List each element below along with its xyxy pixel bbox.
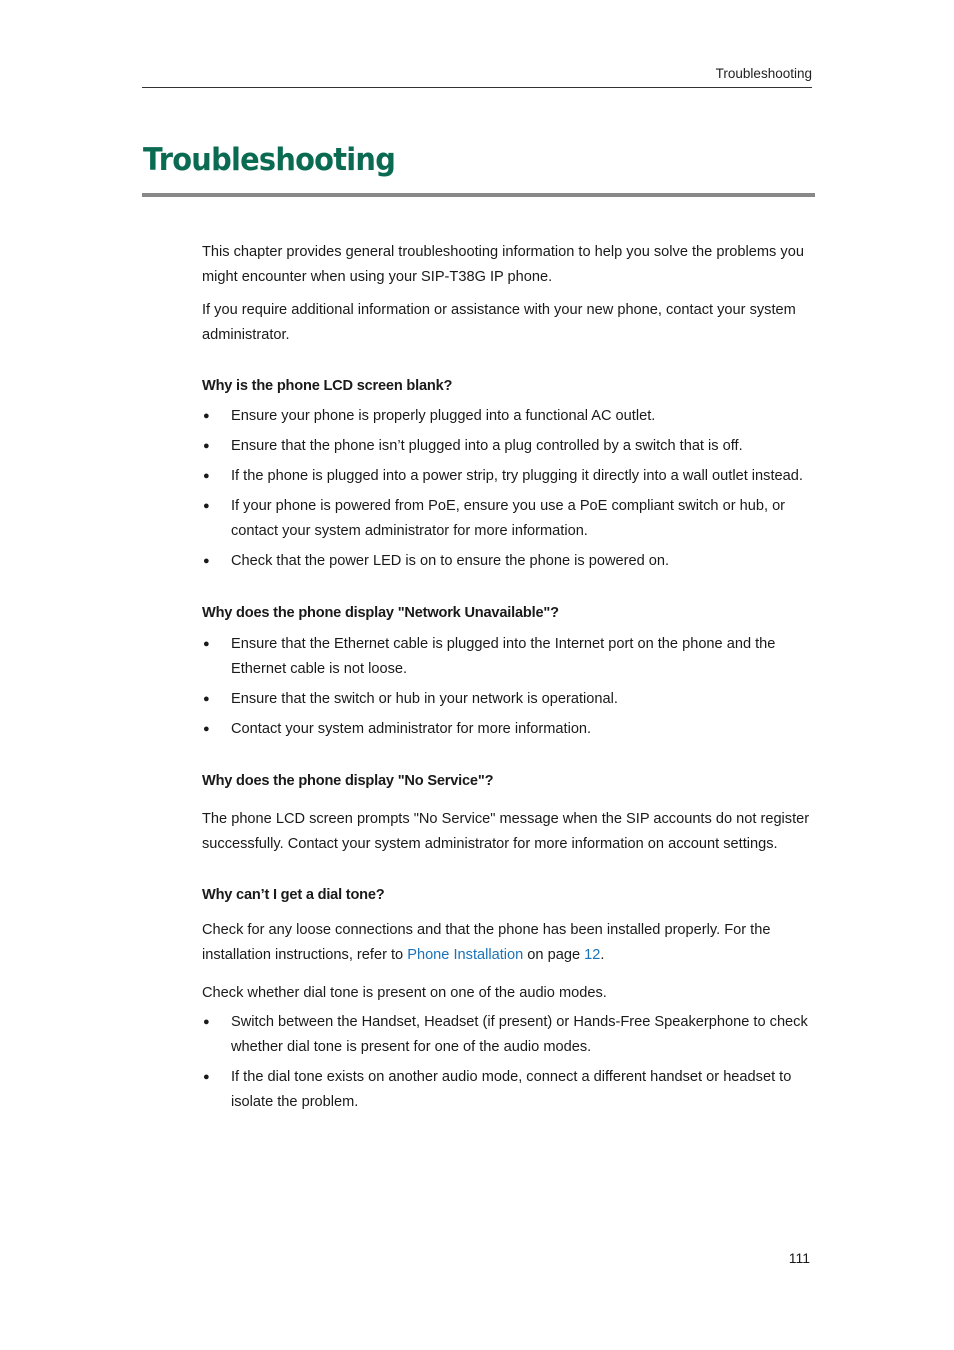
list-item (202, 434, 814, 459)
bullet-icon: ● (203, 470, 210, 482)
question-heading-network-unavailable: Why does the phone display "Network Unavailable"? (202, 605, 559, 621)
list-item (202, 717, 814, 742)
phone-installation-link[interactable]: Phone Installation (407, 947, 524, 963)
bullet-list-network-unavailable (202, 632, 814, 742)
list-item-text: Ensure that the phone isn’t plugged into a plug controlled by a switch that is off. (231, 438, 743, 454)
bullet-icon: ● (203, 1016, 210, 1028)
list-item-text: If the dial tone exists on another audio mode, connect a different handset or headset to isolate the problem. (231, 1069, 792, 1110)
list-item-text: Ensure that the Ethernet cable is plugged into the Internet port on the phone and the Ethernet cable is not loose. (231, 636, 776, 677)
dial-tone-text: on page (523, 947, 585, 963)
list-item (202, 1010, 814, 1060)
chapter-content (202, 240, 814, 1115)
list-item-text: Contact your system administrator for more information. (231, 721, 592, 737)
list-item (202, 404, 814, 429)
list-item (202, 549, 814, 574)
bullet-icon: ● (203, 500, 210, 512)
list-item (202, 632, 814, 682)
running-header: Troubleshooting (715, 66, 812, 81)
list-item (202, 687, 814, 712)
question-heading-no-service: Why does the phone display "No Service"? (202, 773, 494, 789)
bullet-icon: ● (203, 410, 210, 422)
dial-tone-paragraph: Check whether dial tone is present on one of the audio modes. (202, 985, 607, 1001)
bullet-icon: ● (203, 1071, 210, 1083)
title-rule (142, 193, 815, 197)
dial-tone-paragraph (202, 918, 814, 968)
question-heading-dial-tone: Why can’t I get a dial tone? (202, 887, 385, 903)
list-item-text: Check that the power LED is on to ensure the phone is powered on. (231, 553, 670, 569)
list-item (202, 464, 814, 489)
dial-tone-text: . (600, 947, 605, 963)
chapter-title: Troubleshooting (143, 142, 396, 178)
bullet-icon: ● (203, 693, 210, 705)
header-rule (142, 87, 812, 88)
list-item-text: Ensure your phone is properly plugged into a functional AC outlet. (231, 408, 656, 424)
bullet-list-lcd-blank (202, 404, 814, 574)
dial-tone-text: Check for any loose connections and that the phone has been installed properly. For the installation instructions, refer to (202, 922, 771, 963)
page-number: 111 (788, 1250, 810, 1266)
bullet-icon: ● (203, 440, 210, 452)
bullet-icon: ● (203, 555, 210, 567)
question-heading-lcd-blank: Why is the phone LCD screen blank? (202, 378, 453, 394)
intro-paragraph: If you require additional information or assistance with your new phone, contact your system administrator. (202, 302, 796, 343)
list-item-text: If the phone is plugged into a power strip, try plugging it directly into a wall outlet instead. (231, 468, 803, 484)
list-item-text: If your phone is powered from PoE, ensure you use a PoE compliant switch or hub, or contact your system administrator for more information. (231, 498, 786, 539)
page-reference-link[interactable]: 12 (584, 947, 601, 963)
list-item (202, 1065, 814, 1115)
no-service-paragraph: The phone LCD screen prompts "No Service" message when the SIP accounts do not register successfully. Contact your system administrator for more information on account settings. (202, 811, 810, 852)
list-item-text: Ensure that the switch or hub in your network is operational. (231, 691, 618, 707)
list-item (202, 494, 814, 544)
bullet-icon: ● (203, 638, 210, 650)
intro-paragraph: This chapter provides general troubleshooting information to help you solve the problems you might encounter when using your SIP-T38G IP phone. (202, 244, 804, 285)
list-item-text: Switch between the Handset, Headset (if present) or Hands-Free Speakerphone to check whether dial tone is present for one of the audio modes. (231, 1014, 808, 1055)
bullet-list-dial-tone (202, 1010, 814, 1115)
bullet-icon: ● (203, 723, 210, 735)
